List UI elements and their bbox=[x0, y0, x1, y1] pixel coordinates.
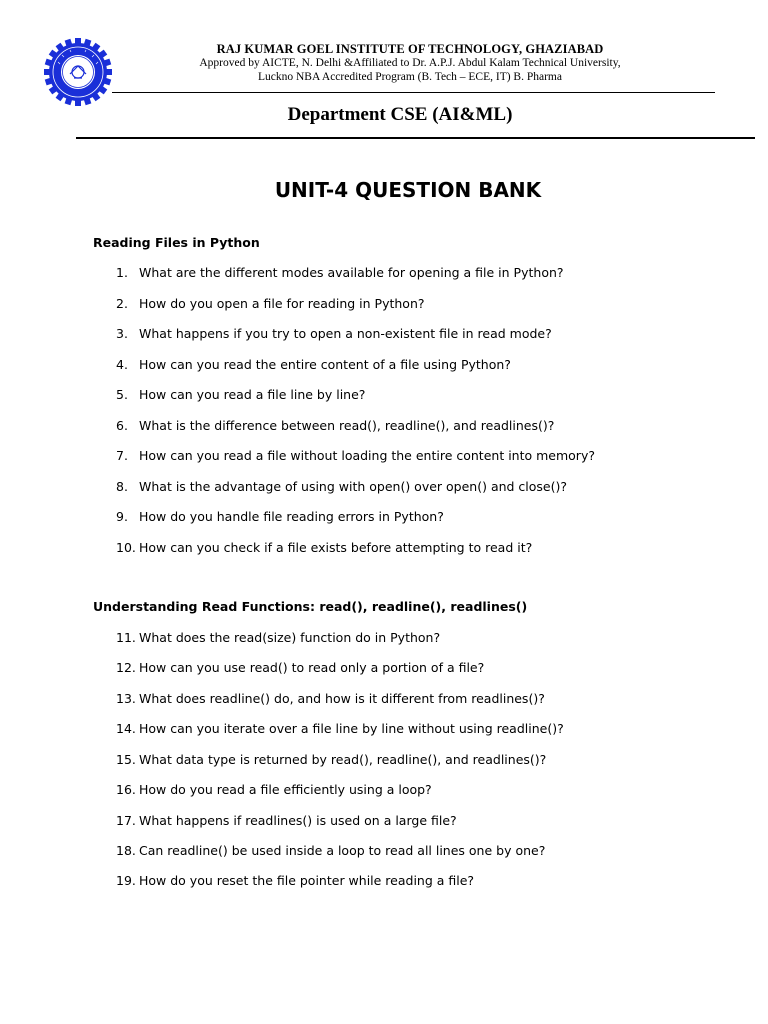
institute-logo-seal-icon bbox=[44, 38, 112, 106]
question-item bbox=[116, 813, 457, 828]
question-text: How do you read a file efficiently using a loop? bbox=[139, 782, 432, 797]
question-item bbox=[116, 418, 554, 433]
approval-line-1: Approved by AICTE, N. Delhi &Affiliated to Dr. A.P.J. Abdul Kalam Technical University, bbox=[199, 57, 621, 69]
question-text: What are the different modes available for opening a file in Python? bbox=[139, 265, 564, 280]
question-text: How do you open a file for reading in Python? bbox=[139, 296, 425, 311]
question-item bbox=[116, 660, 484, 675]
question-number: 15. bbox=[116, 752, 136, 767]
question-number: 18. bbox=[116, 843, 136, 858]
question-item bbox=[116, 540, 532, 555]
question-text: Can readline() be used inside a loop to read all lines one by one? bbox=[139, 843, 546, 858]
question-item bbox=[116, 509, 444, 524]
question-number: 19. bbox=[116, 873, 136, 888]
question-item bbox=[116, 296, 425, 311]
question-item bbox=[116, 782, 432, 797]
question-number: 9. bbox=[116, 509, 128, 524]
question-text: How can you use read() to read only a portion of a file? bbox=[139, 660, 485, 675]
question-item bbox=[116, 387, 365, 402]
question-text: How can you read a file without loading the entire content into memory? bbox=[139, 448, 595, 463]
question-item bbox=[116, 721, 564, 736]
question-number: 7. bbox=[116, 448, 128, 463]
header-divider bbox=[112, 92, 715, 93]
question-text: What happens if you try to open a non-existent file in read mode? bbox=[139, 326, 552, 341]
department-divider bbox=[76, 137, 755, 139]
question-number: 1. bbox=[116, 265, 128, 280]
department-title: Department CSE (AI&ML) bbox=[287, 104, 513, 125]
question-text: What data type is returned by read(), readline(), and readlines()? bbox=[139, 752, 547, 767]
question-number: 11. bbox=[116, 630, 136, 645]
question-number: 5. bbox=[116, 387, 128, 402]
question-number: 4. bbox=[116, 357, 128, 372]
question-text: What happens if readlines() is used on a large file? bbox=[139, 813, 457, 828]
question-item bbox=[116, 448, 595, 463]
question-number: 16. bbox=[116, 782, 136, 797]
question-item bbox=[116, 357, 511, 372]
question-item bbox=[116, 752, 546, 767]
question-item bbox=[116, 326, 552, 341]
approval-line-2: Luckno NBA Accredited Program (B. Tech – ECE, IT) B. Pharma bbox=[258, 71, 562, 83]
question-text: What does readline() do, and how is it different from readlines()? bbox=[139, 691, 545, 706]
question-number: 2. bbox=[116, 296, 128, 311]
question-number: 17. bbox=[116, 813, 136, 828]
question-item bbox=[116, 873, 474, 888]
question-number: 8. bbox=[116, 479, 128, 494]
question-text: What is the advantage of using with open() over open() and close()? bbox=[139, 479, 568, 494]
question-text: What does the read(size) function do in Python? bbox=[139, 630, 441, 645]
section-heading-read-functions: Understanding Read Functions: read(), readline(), readlines() bbox=[93, 599, 528, 614]
section-heading-reading-files: Reading Files in Python bbox=[93, 235, 260, 250]
question-item bbox=[116, 479, 567, 494]
question-number: 3. bbox=[116, 326, 128, 341]
question-item bbox=[116, 843, 545, 858]
question-text: How can you read a file line by line? bbox=[139, 387, 366, 402]
question-item bbox=[116, 691, 545, 706]
question-number: 13. bbox=[116, 691, 136, 706]
question-number: 10. bbox=[116, 540, 136, 555]
page-title: UNIT-4 QUESTION BANK bbox=[274, 178, 542, 202]
question-text: How do you reset the file pointer while reading a file? bbox=[139, 873, 475, 888]
institute-name: RAJ KUMAR GOEL INSTITUTE OF TECHNOLOGY, GHAZIABAD bbox=[216, 42, 604, 56]
question-text: How can you check if a file exists before attempting to read it? bbox=[139, 540, 533, 555]
question-text: How do you handle file reading errors in Python? bbox=[139, 509, 444, 524]
question-item bbox=[116, 265, 564, 280]
question-number: 14. bbox=[116, 721, 136, 736]
question-text: What is the difference between read(), readline(), and readlines()? bbox=[139, 418, 555, 433]
question-text: How can you iterate over a file line by line without using readline()? bbox=[139, 721, 564, 736]
question-item bbox=[116, 630, 440, 645]
question-text: How can you read the entire content of a file using Python? bbox=[139, 357, 511, 372]
institute-header bbox=[130, 42, 690, 84]
question-number: 12. bbox=[116, 660, 136, 675]
question-number: 6. bbox=[116, 418, 128, 433]
